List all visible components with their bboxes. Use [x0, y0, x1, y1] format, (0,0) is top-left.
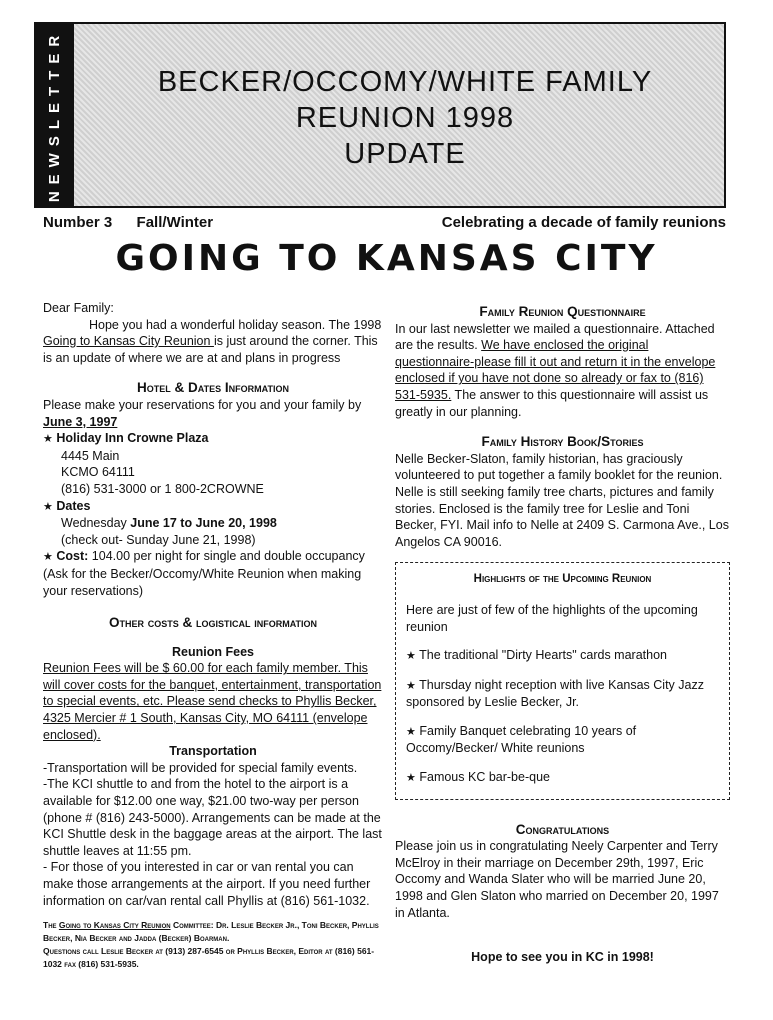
other-costs-heading: Other costs & logistical information [108, 615, 318, 631]
checkout-date: (check out- Sunday June 21, 1998) [61, 532, 256, 547]
greeting: Dear Family: [43, 301, 114, 315]
newsletter-banner [34, 22, 726, 208]
transport-heading: Transportation [169, 744, 257, 759]
committee-note: The Going to Kansas City Reunion Committee: Dr. Leslie Becker Jr., Toni Becker, Phyllis Becker, Nia Becker and Jadda (Becker) Boarman. [43, 920, 379, 944]
contact-note: Questions call Leslie Becker at (913) 287-6545 or Phyllis Becker, Editor at (816) 561-1032 fax (816) 531-5935. [43, 946, 375, 970]
left-column [43, 300, 383, 971]
congrats-heading: Congratulations [515, 821, 610, 837]
hotel-deadline: June 3, 1997 [43, 414, 118, 429]
banner-title-line-2: REUNION 1998 [295, 102, 515, 134]
star-bullet-icon: ★ [43, 551, 53, 564]
issue-number: Number 3 [43, 214, 113, 231]
page-headline: GOING TO KANSAS CITY [115, 238, 658, 279]
star-bullet-icon: ★ [406, 725, 416, 738]
hotel-heading: Hotel & Dates Information [137, 380, 289, 396]
fees-heading: Reunion Fees [172, 644, 254, 659]
issue-tagline: Celebrating a decade of family reunions [441, 214, 726, 231]
highlight-item: ★ The traditional "Dirty Hearts" cards marathon [406, 648, 667, 663]
highlights-heading: Highlights of the Upcoming Reunion [473, 573, 652, 586]
hotel-phone: (816) 531-3000 or 1 800-2CROWNE [61, 481, 264, 496]
star-bullet-icon: ★ [406, 650, 416, 663]
dates-label: ★ Dates [43, 498, 91, 513]
star-bullet-icon: ★ [406, 679, 416, 692]
issue-season: Fall/Winter [136, 214, 214, 231]
star-bullet-icon: ★ [43, 433, 53, 446]
highlights-intro: Here are just of few of the highlights of the upcoming reunion [406, 602, 698, 634]
banner-title [96, 64, 714, 172]
questionnaire-heading: Family Reunion Questionnaire [479, 304, 646, 319]
banner-title-line-1: BECKER/OCCOMY/WHITE FAMILY [157, 66, 653, 98]
highlight-item: ★ Family Banquet celebrating 10 years of Occomy/Becker/ White reunions [406, 723, 637, 756]
right-column [395, 300, 730, 966]
dates-range: Wednesday June 17 to June 20, 1998 [61, 516, 277, 531]
hotel-text: Please make your reservations for you and your family by June 3, 1997 [43, 397, 362, 429]
transport-item-3: - For those of you interested in car or van rental you can make those arrangements at the airport. If you need further information on car/van rental call Phyllis at (816) 561-1032. [43, 860, 371, 908]
hotel-address-1: 4445 Main [61, 448, 120, 463]
star-bullet-icon: ★ [43, 500, 53, 513]
banner-title-line-3: UPDATE [344, 138, 466, 170]
cost-info: ★ Cost: 104.00 per night for single and double occupancy (Ask for the Becker/Occomy/White Reunion when making your reservations) [43, 549, 365, 598]
closing-line: Hope to see you in KC in 1998! [471, 950, 654, 965]
history-text: Nelle Becker-Slaton, family historian, has graciously volunteered to put together a family booklet for the reunion. Nelle is still seeking family tree charts, pictures and family stories. Enclosed is the family tree for Leslie and Toni Becker, FYI. Mail info to Nelle at 2409 S. Carmona Ave., Los Angelos CA 90016. [395, 451, 729, 549]
highlights-box [395, 562, 730, 799]
reunion-link-text: Going to Kansas City Reunion [43, 334, 214, 349]
side-label-text: NEWSLETTER [46, 28, 64, 202]
congrats-text: Please join us in congratulating Neely Carpenter and Terry McElroy in their marriage on December 29th, 1997, Eric Occomy and Wanda Slater who will be married June 20, 1998 and Glen Slaton who married on December 20, 1997 in Atlanta. [395, 839, 719, 920]
transport-item-2: -The KCI shuttle to and from the hotel to the airport is a available for $12.00 one way, $21.00 two-way per person (phone # (816) 243-5000). Arrangements can be made at the KCI Shuttle desk in the baggage areas at the airport. The last shuttle leaves at 11:55 pm. [43, 777, 382, 858]
star-bullet-icon: ★ [406, 772, 416, 785]
history-heading: Family History Book/Stories [481, 434, 644, 450]
intro-paragraph: Hope you had a wonderful holiday season. The 1998 Going to Kansas City Reunion is just around the corner. This is an update of where we are at and plans in progress [43, 317, 382, 365]
highlight-item: ★ Famous KC bar-be-que [406, 770, 550, 785]
issue-info [43, 214, 213, 231]
hotel-address-2: KCMO 64111 [61, 465, 135, 480]
questionnaire-text: In our last newsletter we mailed a questionnaire. Attached are the results. We have enclosed the original questionnaire-please fill it out and return it in the envelope enclosed if you have not done so already or fax to (816) 531-5935. The answer to this questionnaire will assist us greatly in our planning. [395, 321, 716, 419]
newsletter-side-label [36, 24, 74, 206]
hotel-name: ★ Holiday Inn Crowne Plaza [43, 431, 209, 446]
transport-item-1: -Transportation will be provided for special family events. [43, 760, 358, 775]
highlight-item: ★ Thursday night reception with live Kansas City Jazz sponsored by Leslie Becker, Jr. [406, 677, 704, 710]
fees-text: Reunion Fees will be $ 60.00 for each family member. This will cover costs for the banquet, entertainment, transportation to special events, etc. Please send checks to Phyllis Becker, 4325 Mercier # 1 South, Kansas City, MO 64111 (envelope enclosed). [43, 661, 382, 742]
